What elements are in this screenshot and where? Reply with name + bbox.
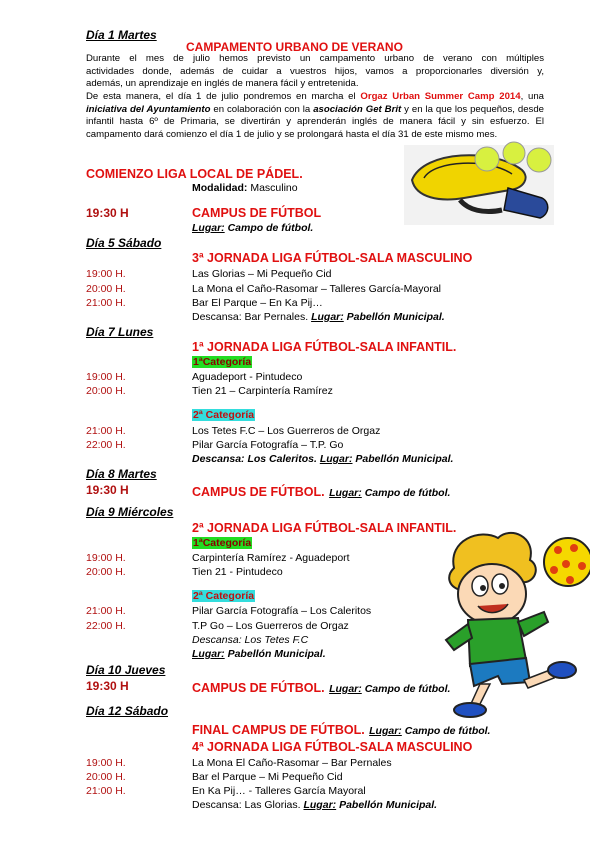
lugar-label: Lugar: (192, 648, 225, 660)
league-title: 3ª JORNADA LIGA FÚTBOL-SALA MASCULINO (192, 251, 473, 265)
league-title: 2ª JORNADA LIGA FÚTBOL-SALA INFANTIL. (192, 521, 457, 535)
day-heading-9: Día 9 Miércoles (86, 505, 174, 519)
text-span: y en la que los pequeños, desde infantil hasta 6º de Primaria, se divertirán y aprenderán inglés de manera fácil y sin esfuerzo. El campamento dará comienzo el día 1 de julio y se prolongará hasta el día 31 de este mismo mes. (86, 103, 545, 140)
kid-soccer-image (440, 520, 590, 720)
match-time: 21:00 H. (86, 785, 126, 797)
day-heading-8: Día 8 Martes (86, 467, 157, 481)
campus-line (192, 483, 450, 501)
match-teams: Las Glorias – Mi Pequeño Cid (192, 268, 332, 280)
descansa-text: Descansa: Las Glorias. (192, 799, 301, 811)
lugar-value: Campo de fútbol. (364, 487, 451, 499)
lugar-value: Pabellón Municipal. (346, 311, 445, 323)
text-span: De esta manera, el día 1 de julio pondremos en marcha el (86, 91, 361, 102)
lugar-label: Lugar: (329, 487, 362, 499)
league-title: 4ª JORNADA LIGA FÚTBOL-SALA MASCULINO (192, 740, 473, 754)
modalidad-value: Masculino (250, 182, 298, 194)
category-badge (192, 537, 252, 549)
rest-info (192, 799, 437, 811)
category-label: 1ªCategoría (193, 356, 252, 368)
campus-location (329, 683, 450, 695)
match-time: 21:00 H. (86, 605, 126, 617)
paragraph-line: además, un aprendizaje en inglés de manera fácil y entretenida. (86, 78, 359, 90)
padel-modalidad (192, 182, 298, 194)
match-teams: T.P Go – Los Guerreros de Orgaz (192, 620, 349, 632)
rest-info: Descansa: Los Tetes F.C (192, 634, 309, 646)
paragraph-line: Durante el mes de julio hemos previsto un campamento urbano de verano con múltiples (86, 53, 544, 64)
day-heading-12: Día 12 Sábado (86, 704, 169, 718)
text-span: , una (520, 91, 545, 102)
campus-title: CAMPUS DE FÚTBOL. (192, 485, 325, 499)
campus-line (192, 679, 450, 697)
rest-info (192, 311, 445, 323)
final-campus-location (369, 725, 490, 737)
final-campus-title: FINAL CAMPUS DE FÚTBOL. (192, 723, 365, 737)
category-badge (192, 409, 255, 421)
summer-camp-paragraph-2 (86, 91, 544, 141)
match-time: 21:00 H. (86, 425, 126, 437)
modalidad-label: Modalidad: (192, 182, 248, 194)
lugar-value: Pabellón Municipal. (355, 453, 454, 465)
summer-camp-paragraph-1 (86, 53, 544, 91)
rest-info (192, 453, 453, 465)
initiative-text: iniciativa del Ayuntamiento (86, 103, 211, 115)
day-heading-5: Día 5 Sábado (86, 236, 162, 250)
match-time: 22:00 H. (86, 620, 126, 632)
camp-name: Orgaz Urban Summer Camp (360, 91, 495, 102)
league-title: 1ª JORNADA LIGA FÚTBOL-SALA INFANTIL. (192, 340, 457, 354)
campus-location (192, 222, 313, 234)
final-campus-line (192, 721, 490, 739)
campus-time: 19:30 H (86, 206, 129, 220)
lugar-label: Lugar: (311, 311, 344, 323)
campus-time: 19:30 H (86, 679, 129, 693)
descansa-text: Descansa: Bar Pernales. (192, 311, 309, 323)
lugar-value: Campo de fútbol. (364, 683, 451, 695)
lugar-value: Campo de fútbol. (227, 222, 314, 234)
match-teams: Aguadeport - Pintudeco (192, 371, 303, 383)
match-teams: La Mona El Caño-Rasomar – Bar Pernales (192, 757, 392, 769)
lugar-label: Lugar: (369, 725, 402, 737)
campus-title: CAMPUS DE FÚTBOL (192, 206, 322, 220)
match-time: 20:00 H. (86, 771, 126, 783)
match-time: 20:00 H. (86, 385, 126, 397)
padel-racket-image (404, 140, 554, 232)
category-label: 1ªCategoría (193, 537, 252, 549)
match-time: 19:00 H. (86, 757, 126, 769)
match-time: 21:00 H. (86, 297, 126, 309)
match-time: 19:00 H. (86, 552, 126, 564)
match-teams: Tien 21 - Pintudeco (192, 566, 283, 578)
camp-year: 2014 (499, 91, 521, 102)
match-time: 19:00 H. (86, 371, 126, 383)
text-span: en colaboración con la (210, 103, 314, 115)
padel-league-title: COMIENZO LIGA LOCAL DE PÁDEL. (86, 167, 303, 181)
match-teams: Carpintería Ramírez - Aguadeport (192, 552, 350, 564)
paragraph-line: actividades donde, además de cuidar a vuestros hijos, vamos a proporcionarles diversión y, (86, 65, 544, 77)
match-time: 20:00 H. (86, 283, 126, 295)
category-badge (192, 356, 252, 368)
descansa-text: Descansa: Los Caleritos. (192, 453, 317, 465)
match-time: 19:00 H. (86, 268, 126, 280)
day-heading-7: Día 7 Lunes (86, 325, 154, 339)
match-teams: Pilar García Fotografía – T.P. Go (192, 439, 344, 451)
match-teams: Bar el Parque – Mi Pequeño Cid (192, 771, 343, 783)
match-teams: Los Tetes F.C – Los Guerreros de Orgaz (192, 425, 381, 437)
day-heading-10: Día 10 Jueves (86, 663, 166, 677)
match-teams: En Ka Pij… - Talleres García Mayoral (192, 785, 366, 797)
campus-location (329, 487, 450, 499)
lugar-label: Lugar: (303, 799, 337, 811)
category-badge (192, 590, 255, 602)
location-info (192, 648, 326, 660)
category-label: 2ª Categoría (193, 590, 255, 602)
match-teams: Tien 21 – Carpintería Ramírez (192, 385, 333, 397)
lugar-value: Campo de fútbol. (404, 725, 491, 737)
lugar-label: Lugar: (192, 222, 225, 234)
match-teams: La Mona el Caño-Rasomar – Talleres García-Mayoral (192, 283, 441, 295)
lugar-label: Lugar: (329, 683, 362, 695)
match-teams: Bar El Parque – En Ka Pij… (192, 297, 323, 309)
campus-time: 19:30 H (86, 483, 129, 497)
lugar-value: Pabellón Municipal. (339, 799, 438, 811)
lugar-value: Pabellón Municipal. (227, 648, 326, 660)
campus-title: CAMPUS DE FÚTBOL. (192, 681, 325, 695)
association-text: asociación Get Brit (313, 103, 402, 115)
lugar-label: Lugar: (319, 453, 353, 465)
match-time: 20:00 H. (86, 566, 126, 578)
day-heading-1: Día 1 Martes (86, 28, 157, 42)
category-label: 2ª Categoría (193, 409, 255, 421)
summer-camp-title: CAMPAMENTO URBANO DE VERANO (186, 40, 403, 54)
match-teams: Pilar García Fotografía – Los Caleritos (192, 605, 372, 617)
match-time: 22:00 H. (86, 439, 126, 451)
